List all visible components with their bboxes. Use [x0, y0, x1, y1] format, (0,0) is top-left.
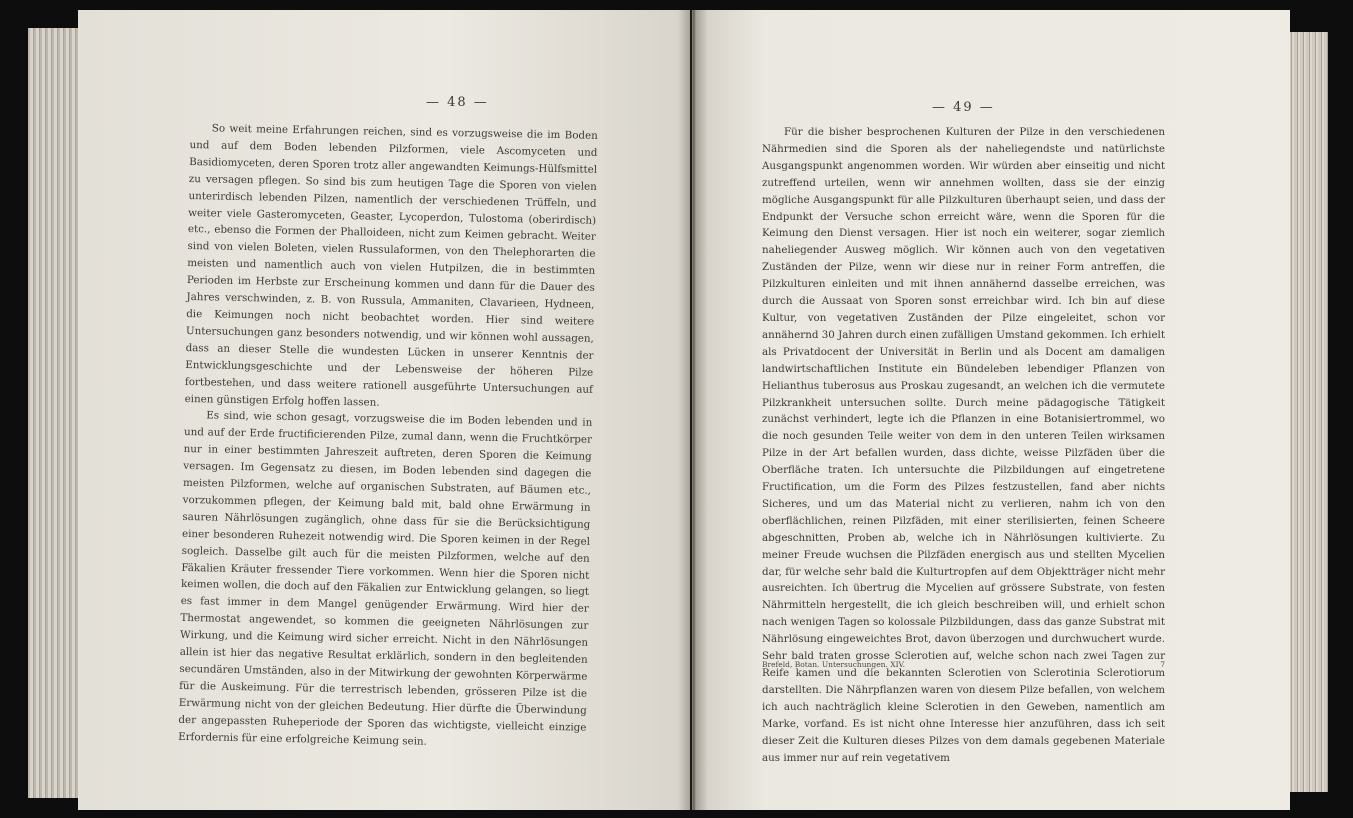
left-page — [78, 10, 690, 810]
book-gutter — [678, 10, 708, 810]
open-book — [28, 10, 1328, 810]
page-number-right: — 49 — — [932, 100, 995, 115]
right-page — [692, 10, 1290, 810]
right-page-text — [762, 124, 1165, 766]
right-page-edges — [1288, 32, 1328, 792]
right-paragraph-1: Für die bisher besprochenen Kulturen der Pilze in den verschiedenen Nährmedien sind die Sporen als der naheliegendste und natürlichste Ausgangspunkt angenommen worden. Wir würden aber einseitig und nicht zutreffend urteilen, wenn wir annehmen wollten, dass sie der einzig mögliche Ausgangspunkt für alle Pilzkulturen überhaupt seien, und dass der Endpunkt der Versuche schon erreicht wäre, wenn die Sporen für die Keimung den Dienst versagen. Hier ist noch ein weiterer, sogar ziemlich naheliegender Ausweg möglich. Wir können auch von den vegetativen Zuständen der Pilze, wenn wir diese nur in reiner Form antreffen, die Pilzkulturen einleiten und mit ihnen annähernd dasselbe erreichen, was durch die Aussaat von Sporen sonst erreichbar wird. Ich bin auf diese Kultur, von vegetativen Zuständen der Pilze eingeleitet, schon vor annähernd 30 Jahren durch einen zufälligen Umstand gekommen. Ich erhielt als Privatdocent der Universität in Berlin und als Docent am damaligen landwirtschaftlichen Institute ein Bündeleben lebendiger Pflanzen von Helianthus tuberosus aus Proskau zugesandt, an welchen ich die vermutete Pilzkrankheit untersuchen sollte. Durch meine pädagogische Tätigkeit zunächst verhindert, legte ich die Pflanzen in eine Botanisiertrommel, wo die noch gesunden Teile weiter von dem in den unteren Teilen wirksamen Pilze in der Art befallen wurden, dass dichte, weisse Pilzfäden über die Oberfläche traten. Ich untersuchte die Pilzbildungen auf eingetretene Fructification, um die Form des Pilzes festzustellen, fand aber nichts Sicheres, und um das Material nicht zu verlieren, nahm ich von den oberflächlichen, reinen Pilzfäden, mit einer sterilisierten, feinen Scheere abgeschnitten, Proben ab, welche ich in Nährlösungen kultivierte. Zu meiner Freude wuchsen die Pilzfäden energisch aus und stellten Mycelien dar, für welche sehr bald die Kulturtropfen auf dem Objektträger nicht mehr ausreichten. Ich übertrug die Mycelien auf grössere Substrate, von festen Nährmitteln hergestellt, die ich gleich beschreiben will, und erhielt schon nach wenigen Tagen so kolossale Pilzbildungen, dass das ganze Substrat mit Nährlösung eingeweichtes Brot, davon überzogen und durchwuchert wurde. Sehr bald traten grosse Sclerotien auf, welche schon nach zwei Tagen zur Reife kamen und die bekannten Sclerotien von Sclerotinia Sclerotiorum darstellten. Die Nährpflanzen waren von diesem Pilze befallen, von welchem ich auch nachträglich kleine Sclerotien in den Geweben, namentlich am Marke, vorfand. Es ist nicht ohne Interesse hier anzuführen, dass ich seit dieser Zeit die Kulturen dieses Pilzes von dem damals gegebenen Materiale aus immer nur auf rein vegetativem — [762, 126, 1165, 764]
page-number-left: — 48 — — [426, 95, 489, 110]
left-paragraph-1: So weit meine Erfahrungen reichen, sind es vorzugsweise die im Boden und auf dem Boden lebenden Pilzformen, viele Ascomyceten und Basidiomyceten, deren Sporen trotz aller angewandten Keimungs-Hülfsmittel zu versagen pflegen. So sind bis zum heutigen Tage die Sporen von vielen unterirdisch lebenden Pilzen, namentlich der verschiedenen Trüffeln, und weiter viele Gasteromyceten, Geaster, Lycoperdon, Tulostoma (oberirdisch) etc., ebenso die Formen der Phalloideen, nicht zum Keimen gebracht. Weiter sind von vielen Boleten, vielen Russulaformen, von den Thelephorarten die meisten und namentlich auch von vielen Hutpilzen, die in bestimmten Perioden im Herbste zur Erscheinung kommen und dann für die Dauer des Jahres verschwinden, z. B. von Russula, Ammaniten, Clavarieen, Hydneen, die Keimungen noch nicht beobachtet worden. Hier sind weitere Untersuchungen ganz besonders notwendig, und wir können wohl aussagen, dass an dieser Stelle die wundesten Lücken in unserer Kenntnis der Entwicklungsgeschichte und der Lebensweise der höheren Pilze fortbestehen, und dass weitere rationell ausgeführte Untersuchungen auf einen günstigen Erfolg hoffen lassen. — [184, 122, 598, 409]
left-page-text — [178, 120, 598, 753]
left-paragraph-2: Es sind, wie schon gesagt, vorzugsweise die im Boden lebenden und in und auf der Erde fructificierenden Pilze, zumal dann, wenn die Fruchtkörper nur in einer bestimmten Jahreszeit auftreten, deren Sporen die Keimung versagen. Im Gegensatz zu diesen, im Boden lebenden sind dagegen die meisten Pilzformen, welche auf organischen Substraten, auf Bäumen etc., vorzukommen pflegen, der Keimung bald mit, bald ohne Erwärmung in sauren Nährlösungen zugänglich, ohne dass für sie die Berücksichtigung einer besonderen Ruhezeit notwendig wird. Die Sporen keimen in der Regel sogleich. Dasselbe gilt auch für die meisten Pilzformen, welche auf den Fäkalien Kräuter fressender Tiere vorkommen. Wenn hier die Sporen nicht keimen wollen, die doch auf den Fäkalien zur Entwicklung gelangen, so liegt es fast immer in dem Mangel genügender Erwärmung. Wird hier der Thermostat angewendet, so kommen die geeigneten Nährlösungen zur Wirkung, und die Keimung wird sicher erreicht. Nicht in den Nährlösungen allein ist hier das negative Resultat erklärlich, sondern in den begleitenden secundären Umständen, also in der Mitwirkung der gewohnten Körperwärme für die Auskeimung. Für die terrestrisch lebenden, grösseren Pilze ist die Erwärmung nicht von der gleichen Bedeutung. Hier dürfte die Überwindung der angepassten Ruheperiode der Sporen das wichtigste, vielleicht einzige Erfordernis für eine erfolgreiche Keimung sein. — [178, 409, 593, 748]
footer-signature: 7 — [1160, 660, 1165, 669]
page-footer — [762, 660, 1165, 669]
footer-source: Brefeld, Botan. Untersuchungen. XIV. — [762, 660, 906, 669]
